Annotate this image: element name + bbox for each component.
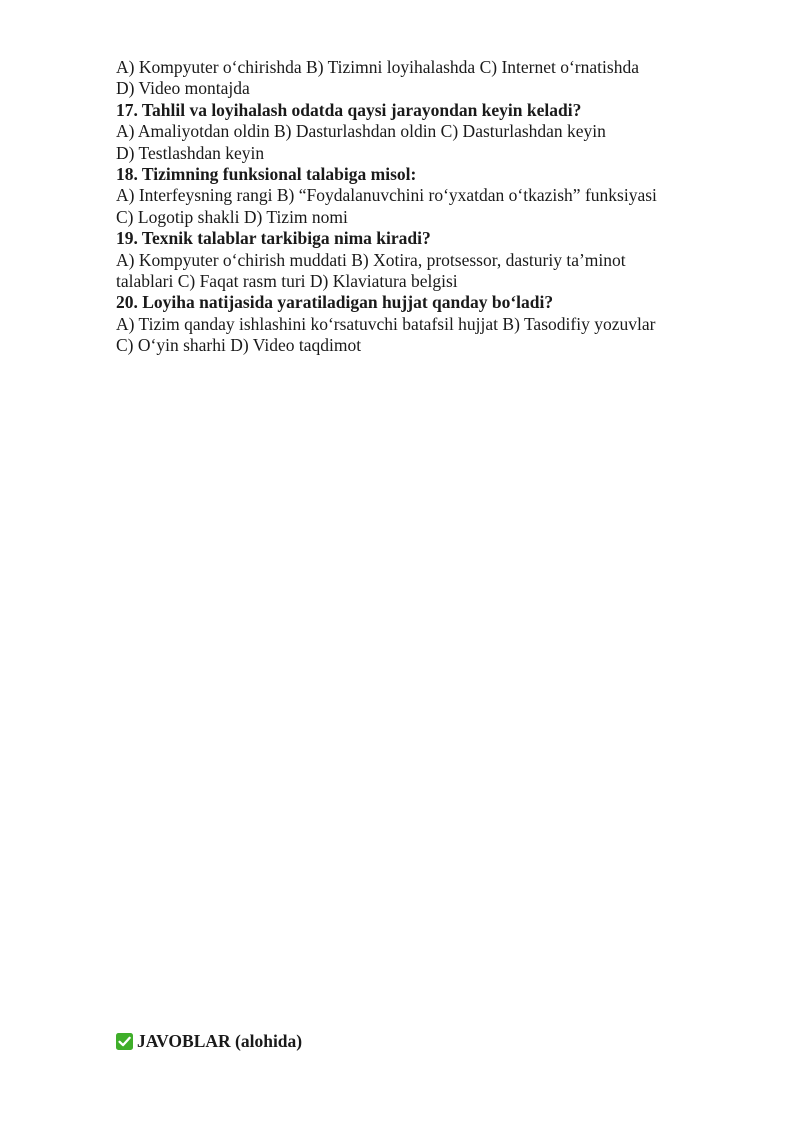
option-line-q17-d: D) Testlashdan keyin — [116, 142, 265, 163]
option-line-q18-ab: A) Interfeysning rangi B) “Foydalanuvchini ro‘yxatdan o‘tkazish” funksiyasi — [116, 185, 657, 206]
quiz-content — [116, 57, 776, 357]
option-line-q16-d: D) Video montajda — [116, 78, 250, 99]
answers-heading-text: JAVOBLAR (alohida) — [137, 1031, 303, 1051]
option-line-q19-ab: A) Kompyuter o‘chirish muddati B) Xotira, protsessor, dasturiy ta’minot — [116, 249, 626, 270]
question-17: 17. Tahlil va loyihalash odatda qaysi jarayondan keyin keladi? — [116, 99, 582, 120]
option-line-q17-abc: A) Amaliyotdan oldin B) Dasturlashdan oldin C) Dasturlashdan keyin — [116, 121, 606, 142]
option-line-q16-abc: A) Kompyuter o‘chirishda B) Tizimni loyihalashda C) Internet o‘rnatishda — [116, 57, 639, 77]
check-mark-button-icon — [116, 1033, 133, 1050]
answers-heading — [116, 1031, 302, 1052]
question-19: 19. Texnik talablar tarkibiga nima kiradi? — [116, 228, 431, 249]
question-20: 20. Loyiha natijasida yaratiladigan hujjat qanday bo‘ladi? — [116, 292, 554, 313]
option-line-q20-ab: A) Tizim qanday ishlashini ko‘rsatuvchi batafsil hujjat B) Tasodifiy yozuvlar — [116, 313, 656, 334]
option-line-q20-cd: C) O‘yin sharhi D) Video taqdimot — [116, 335, 362, 356]
option-line-q18-cd: C) Logotip shakli D) Tizim nomi — [116, 206, 348, 227]
question-18: 18. Tizimning funksional talabiga misol: — [116, 164, 417, 185]
option-line-q19-bcd: talablari C) Faqat rasm turi D) Klaviatura belgisi — [116, 271, 458, 292]
